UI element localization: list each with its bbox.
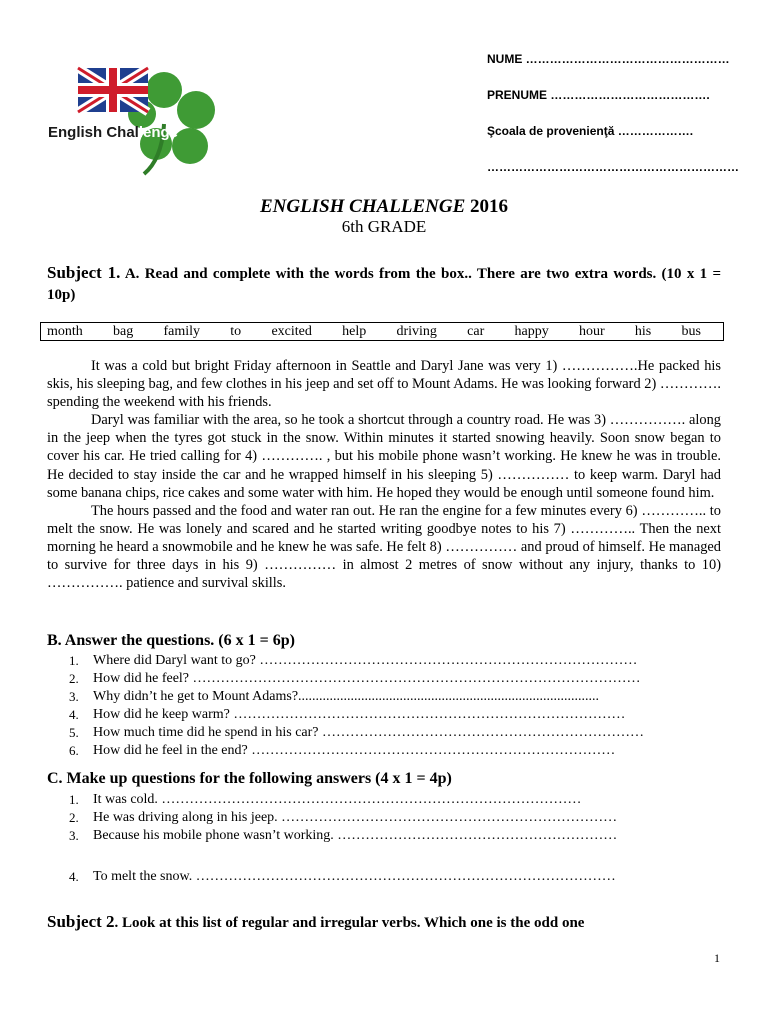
story-paragraph: It was a cold but bright Friday afternoon in Seattle and Daryl Jane was very 1) …………….He packed his skis, his sleeping bag, and few clothes in his jeep and set off to Mount Adams. He was looking forward 2) …………. spending the weekend with his friends. — [47, 358, 721, 411]
word-box-item: driving — [396, 323, 437, 339]
subject2-instruction: Subject 2. Look at this list of regular and irregular verbs. Which one is the odd one — [47, 912, 585, 931]
word-box-item: help — [342, 323, 367, 339]
surname-field[interactable]: PRENUME …………………………………. — [487, 88, 710, 102]
section-b-list — [47, 652, 727, 760]
list-item: 2. How did he feel? …………………………………………………………………………………… — [69, 671, 641, 686]
name-field[interactable]: NUME …………………………………………… — [487, 52, 730, 66]
story-paragraph: Daryl was familiar with the area, so he took a shortcut through a country road. He was 3) ……………. along in the jeep when the tyres got stuck in the snow. Within minutes it started snowing heavily. Soon snow began to cover his car. He tried calling for 4) …………. , but his mobile phone wasn’t working. He knew he was in trouble. He decided to stay inside the car and he wrapped himself in his sleeping 5) …………… to keep warm. Daryl had some banana chips, rice cakes and some water with him. He hoped they would be enough until someone found him. — [47, 412, 721, 501]
word-box — [40, 322, 724, 341]
word-box-item: excited — [271, 323, 312, 339]
page-number: 1 — [714, 951, 720, 965]
list-item: 1. It was cold. ……………………………………………………………………………… — [69, 792, 582, 807]
list-item: 4. To melt the snow. ……………………………………………………………………………… — [69, 869, 616, 884]
story-paragraph: The hours passed and the food and water ran out. He ran the engine for a few minutes every 6) ………….. to melt the snow. He was lonely and scared and he started writing goodbye notes to his 7) ………….. Then the next morning he heard a snowmobile and he knew he was safe. He felt 8) …………… and proud of himself. He managed to survive for three days in his 9) …………… in almost 2 metres of snow without any injury, thanks to 10) ……………. patience and survival skills. — [47, 502, 721, 592]
word-box-item: bus — [681, 323, 701, 339]
section-b-heading: B. Answer the questions. (6 x 1 = 6p) — [47, 632, 295, 649]
word-box-item: bag — [113, 323, 134, 339]
list-item: 3. Because his mobile phone wasn’t working. …………………………………………………… — [69, 828, 618, 843]
word-box-item: his — [634, 323, 652, 339]
section-c-list-continued — [47, 868, 727, 886]
school-extra-field[interactable]: ……………………………………………………… — [487, 160, 739, 174]
list-item: 2. He was driving along in his jeep. ……………………………………………………………… — [69, 810, 618, 825]
story-text — [47, 357, 721, 592]
word-box-item: happy — [514, 323, 549, 339]
word-box-item: month — [47, 323, 83, 339]
school-field[interactable]: Şcoala de provenienţă ………………. — [487, 124, 694, 138]
list-item: 5. How much time did he spend in his car? …………………………………………………………… — [69, 725, 645, 740]
section-c-heading: C. Make up questions for the following answers (4 x 1 = 4p) — [47, 770, 452, 787]
student-info-form — [480, 42, 739, 182]
logo-image — [44, 64, 226, 176]
list-item: 1. Where did Daryl want to go? ……………………………………………………………………… — [69, 653, 638, 668]
grade-label: 6th GRADE — [341, 217, 427, 236]
subject1-instruction: Subject 1. A. Read and complete with the words from the box.. There are two extra words. (10 x 1 = 10p) — [47, 263, 721, 303]
section-c-list — [47, 791, 727, 845]
list-item: 3. Why didn’t he get to Mount Adams?...................................................................................... — [69, 689, 600, 704]
list-item: 6. How did he feel in the end? …………………………………………………………………… — [69, 743, 616, 758]
word-box-item: to — [230, 323, 242, 339]
list-item: 4. How did he keep warm? ………………………………………………………………………… — [69, 707, 626, 722]
word-box-item: car — [467, 323, 485, 339]
page-title: ENGLISH CHALLENGE 2016 — [259, 196, 509, 217]
uk-flag-icon — [78, 68, 148, 112]
logo-text: English Challenge — [48, 124, 179, 141]
word-box-item: family — [163, 323, 201, 339]
word-box-item: hour — [578, 323, 605, 339]
